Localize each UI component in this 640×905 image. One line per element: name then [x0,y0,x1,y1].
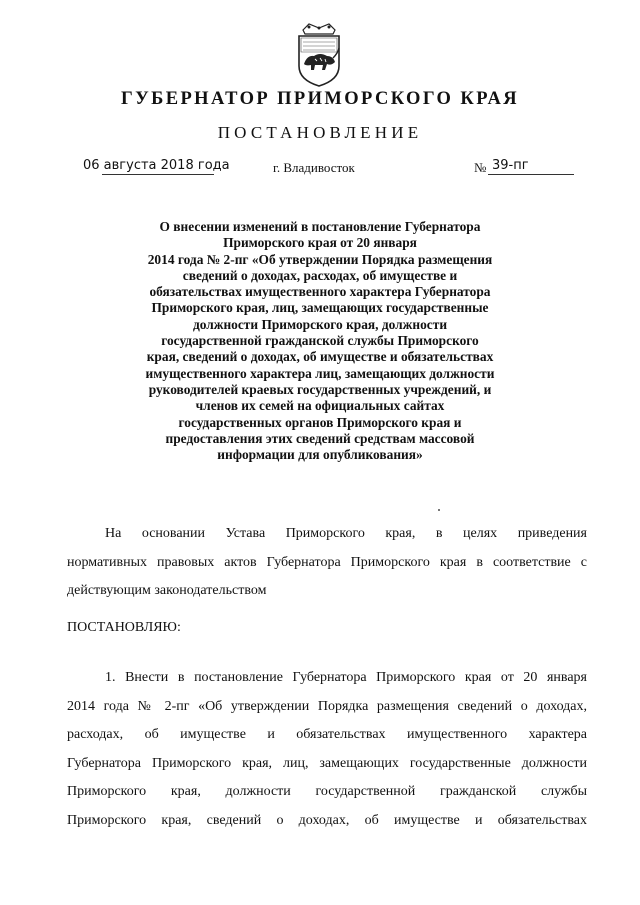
subject-line: имущественного характера лиц, замещающих должности [145,365,495,381]
document-city: г. Владивосток [273,160,355,175]
preamble-paragraph [67,520,587,606]
subject-line: информации для опубликования» [217,447,423,463]
paragraph-line: Приморского края, должности государственной гражданской службы [67,784,587,800]
subject-line: Приморского края, лиц, замещающих государственные [151,300,489,316]
stray-mark [438,509,440,511]
subject-line: 2014 года № 2-пг «Об утверждении Порядка размещения [147,251,493,267]
subject-line: должности Приморского края, должности [192,316,448,332]
paragraph-line: расходах, об имуществе и обязательствах имущественного характера [67,727,587,743]
subject-line: членов их семей на официальных сайтах [195,398,445,414]
document-date: 06 августа 2018 года [83,158,230,173]
paragraph-line: действующим законодательством [67,583,267,599]
coat-of-arms-icon [289,22,349,88]
document-type-title: ПОСТАНОВЛЕНИЕ [217,123,423,142]
subject-line: сведений о доходах, расходах, об имуществе и [182,267,458,283]
subject-line: обязательствах имущественного характера Губернатора [149,284,491,300]
subject-line: предоставления этих сведений средствам массовой [165,430,475,446]
paragraph-line: 2014 года № 2-пг «Об утверждении Порядка размещения сведений о доходах, [67,698,587,714]
paragraph-line: Приморского края, сведений о доходах, об имуществе и обязательствах [67,812,587,828]
number-sign: № [474,160,487,175]
date-underline [102,174,214,175]
decree-heading: ПОСТАНОВЛЯЮ: [67,620,181,635]
subject-line: края, сведений о доходах, об имуществе и обязательствах [146,349,494,365]
paragraph-line: 1. Внести в постановление Губернатора Приморского края от 20 января [105,670,587,685]
subject-line: О внесении изменений в постановление Губернатора [159,219,481,234]
paragraph-line: На основании Устава Приморского края, в целях приведения [105,526,587,541]
subject-line: Приморского края от 20 января [223,235,417,251]
issuing-authority-title: ГУБЕРНАТОР ПРИМОРСКОГО КРАЯ [120,89,520,109]
document-subject [110,219,530,463]
paragraph-line: нормативных правовых актов Губернатора Приморского края в соответствие с [67,554,587,570]
clause-1-paragraph [67,664,587,836]
subject-line: руководителей краевых государственных учреждений, и [148,381,492,397]
paragraph-line: Губернатора Приморского края, лиц, замещающих государственные должности [67,755,587,771]
subject-line: государственных органов Приморского края и [178,414,462,430]
number-underline [488,174,574,175]
document-number: 39-пг [492,158,529,173]
subject-line: государственной гражданской службы Приморского [161,333,479,349]
